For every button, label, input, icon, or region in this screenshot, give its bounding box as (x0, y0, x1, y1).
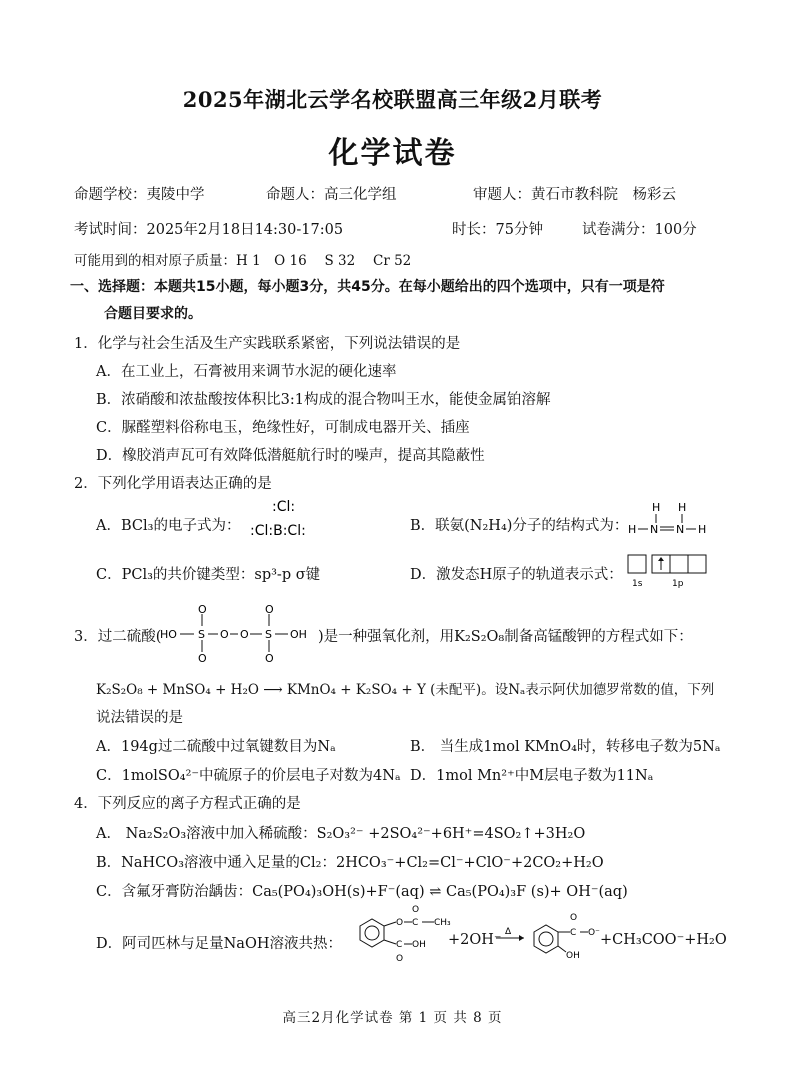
heat-arrow-icon (494, 925, 528, 943)
peroxydisulfuric-acid-structure (158, 602, 318, 664)
q2-option-b: B．联氨(N₂H₄)分子的结构式为： (410, 518, 629, 534)
q1-option-d: D．橡胶消声瓦可有效降低潜艇航行时的噪声，提高其隐蔽性 (96, 448, 485, 464)
svg-text:C: C (412, 918, 419, 928)
svg-text:C: C (396, 940, 403, 950)
orbital-1p-label: 1p (672, 579, 684, 589)
q1-stem: 1．化学与社会生活及生产实践联系紧密，下列说法错误的是 (74, 336, 461, 352)
reviewer-label: 审题人：黄石市教科院 杨彩云 (473, 187, 676, 203)
svg-text:O: O (265, 603, 274, 616)
svg-text:OH: OH (290, 628, 307, 641)
q4-option-d: D．阿司匹林与足量NaOH溶液共热： (96, 936, 342, 952)
q1-option-a: A．在工业上，石膏被用来调节水泥的硬化速率 (96, 364, 397, 380)
subject-title: 化学试卷 (328, 136, 457, 171)
author-label: 命题人：高三化学组 (266, 187, 397, 203)
q3-stem-start: 3．过二硫酸( (74, 629, 162, 645)
svg-text:N: N (676, 523, 685, 536)
salicylate-structure (528, 908, 608, 966)
svg-text:O: O (240, 628, 249, 641)
svg-text:H: H (678, 501, 687, 514)
svg-text:N: N (650, 523, 659, 536)
n2h4-structural-formula (626, 497, 716, 541)
lewis-top-cl: :Cl: (272, 499, 296, 515)
svg-text:O: O (198, 652, 207, 664)
q3-option-b: B． 当生成1mol KMnO₄时，转移电子数为5Nₐ (410, 739, 721, 755)
svg-text:O: O (198, 603, 207, 616)
svg-text:O: O (396, 954, 404, 964)
lewis-middle-row: :Cl:B:Cl: (250, 523, 306, 539)
q4-d-reagent: +2OH⁻ (448, 932, 502, 948)
svg-text:H: H (628, 523, 637, 536)
bcl3-lewis-structure (250, 495, 330, 545)
svg-text:HO: HO (160, 628, 177, 641)
q2-stem: 2．下列化学用语表达正确的是 (74, 476, 272, 492)
q4-option-c: C．含氟牙膏防治龋齿：Ca₅(PO₄)₃OH(s)+F⁻(aq) ⇌ Ca₅(PO₄)₃F (s)+ OH⁻(aq) (96, 884, 628, 900)
svg-text:Δ: Δ (505, 927, 512, 937)
q4-option-b: B．NaHCO₃溶液中通入足量的Cl₂：2HCO₃⁻+Cl₂=Cl⁻+ClO⁻+2CO₂+H₂O (96, 855, 604, 871)
q3-option-a: A．194g过二硫酸中过氧键数目为Nₐ (96, 739, 336, 755)
duration: 时长：75分钟 (452, 222, 543, 238)
svg-text:S: S (265, 628, 272, 641)
page-footer: 高三2月化学试卷 第 1 页 共 8 页 (282, 1010, 503, 1026)
q3-option-d: D．1mol Mn²⁺中M层电子数为11Nₐ (410, 768, 654, 784)
q2-option-a: A．BCl₃的电子式为： (96, 518, 241, 534)
q1-option-b: B．浓硝酸和浓盐酸按体积比3:1构成的混合物叫王水，能使金属铂溶解 (96, 392, 551, 408)
q4-d-products: +CH₃COO⁻+H₂O (600, 932, 727, 948)
q3-stem-tail: 说法错误的是 (96, 710, 183, 726)
q2-option-c: C．PCl₃的共价键类型：sp³-p σ键 (96, 567, 321, 583)
atomic-mass: 可能用到的相对原子质量：H 1 O 16 S 32 Cr 52 (74, 253, 412, 269)
orbital-diagram (626, 553, 716, 591)
full-score: 试卷满分：100分 (582, 222, 697, 238)
svg-text:O: O (412, 905, 420, 915)
q2-option-d: D．激发态H原子的轨道表示式： (410, 567, 623, 583)
svg-text:OH: OH (412, 940, 426, 950)
q3-stem-end: )是一种强氧化剂，用K₂S₂O₈制备高锰酸钾的方程式如下： (318, 629, 693, 645)
exam-time: 考试时间：2025年2月18日14:30-17:05 (74, 222, 344, 238)
q1-option-c: C．脲醛塑料俗称电玉，绝缘性好，可制成电器开关、插座 (96, 420, 470, 436)
q4-option-a: A． Na₂S₂O₃溶液中加入稀硫酸：S₂O₃²⁻ +2SO₄²⁻+6H⁺=4SO₂↑+3H₂O (96, 826, 586, 842)
svg-text:OH: OH (566, 951, 580, 961)
orbital-1s-label: 1s (632, 579, 643, 589)
svg-text:H: H (652, 501, 661, 514)
svg-text:S: S (198, 628, 205, 641)
section-heading-line1: 一、选择题：本题共15小题，每小题3分，共45分。在每小题给出的四个选项中，只有一项是符 (70, 279, 665, 295)
svg-text:O: O (396, 918, 404, 928)
svg-text:C: C (570, 928, 577, 938)
aspirin-structure (340, 904, 460, 964)
school-label: 命题学校：夷陵中学 (74, 187, 205, 203)
svg-text:O: O (265, 652, 274, 664)
svg-text:O: O (570, 913, 578, 923)
q3-equation: K₂S₂O₈ + MnSO₄ + H₂O ⟶ KMnO₄ + K₂SO₄ + Y (未配平)。设Nₐ表示阿伏加德罗常数的值，下列 (96, 682, 715, 698)
svg-text:O⁻: O⁻ (588, 928, 600, 938)
svg-text:O: O (220, 628, 229, 641)
section-heading-line2: 合题目要求的。 (104, 306, 202, 322)
q4-stem: 4．下列反应的离子方程式正确的是 (74, 796, 301, 812)
q3-option-c: C．1molSO₄²⁻中硫原子的价层电子对数为4Nₐ (96, 768, 401, 784)
svg-text:CH₃: CH₃ (434, 918, 451, 928)
svg-text:H: H (698, 523, 707, 536)
exam-title: 2025年湖北云学名校联盟高三年级2月联考 (182, 87, 603, 112)
